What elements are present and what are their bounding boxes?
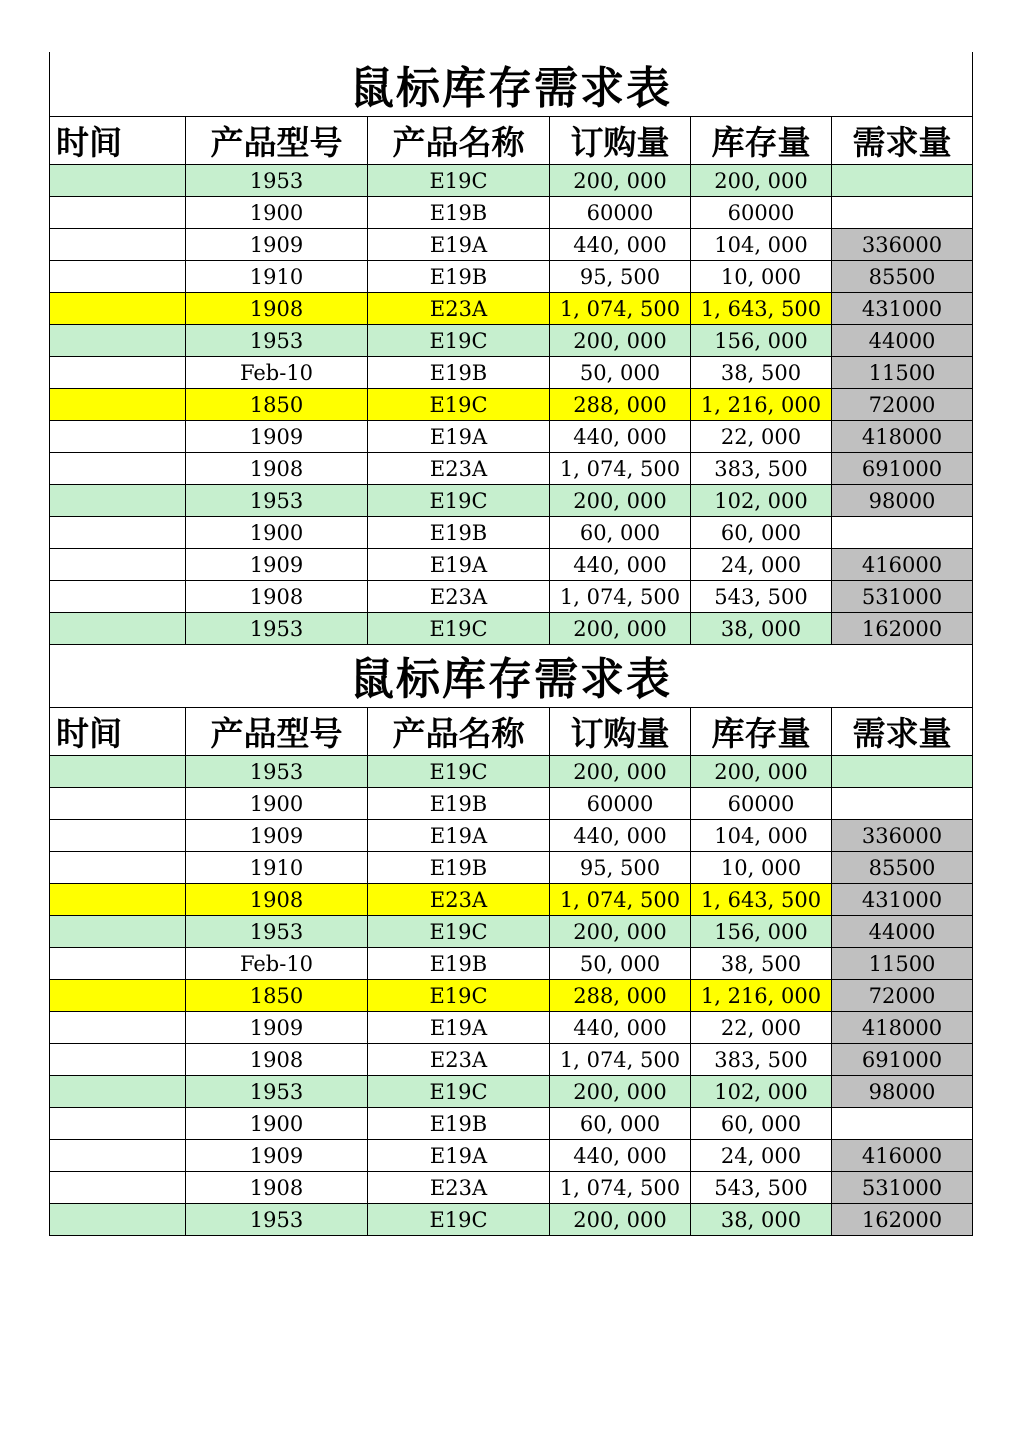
cell-model: 1910: [186, 852, 368, 884]
cell-order: 50, 000: [550, 357, 691, 389]
cell-order: 60, 000: [550, 517, 691, 549]
header-time: 时间: [50, 708, 186, 756]
cell-model: 1953: [186, 485, 368, 517]
cell-name: E19C: [368, 980, 550, 1012]
table-row: [50, 485, 973, 517]
cell-stock: 38, 000: [691, 613, 832, 645]
cell-demand: [832, 1108, 973, 1140]
cell-stock: 38, 500: [691, 357, 832, 389]
table-row: [50, 453, 973, 485]
cell-demand: 431000: [832, 293, 973, 325]
cell-stock: 543, 500: [691, 581, 832, 613]
cell-demand: [832, 517, 973, 549]
cell-name: E23A: [368, 1172, 550, 1204]
cell-name: E19C: [368, 756, 550, 788]
cell-name: E19B: [368, 517, 550, 549]
table-row: [50, 916, 973, 948]
cell-model: 1909: [186, 229, 368, 261]
header-demand: 需求量: [832, 117, 973, 165]
cell-name: E19C: [368, 485, 550, 517]
cell-stock: 60000: [691, 197, 832, 229]
cell-name: E19C: [368, 1204, 550, 1236]
cell-name: E19B: [368, 852, 550, 884]
cell-time: [50, 980, 186, 1012]
cell-time: [50, 261, 186, 293]
cell-stock: 24, 000: [691, 1140, 832, 1172]
cell-name: E23A: [368, 293, 550, 325]
cell-demand: 162000: [832, 613, 973, 645]
inventory-grid: [49, 643, 973, 1236]
table-row: [50, 884, 973, 916]
cell-stock: 24, 000: [691, 549, 832, 581]
cell-model: 1908: [186, 1172, 368, 1204]
cell-name: E23A: [368, 581, 550, 613]
cell-order: 288, 000: [550, 389, 691, 421]
cell-stock: 38, 500: [691, 948, 832, 980]
cell-name: E19C: [368, 165, 550, 197]
cell-order: 200, 000: [550, 485, 691, 517]
cell-order: 440, 000: [550, 1140, 691, 1172]
cell-model: 1900: [186, 517, 368, 549]
cell-model: 1909: [186, 1140, 368, 1172]
cell-time: [50, 916, 186, 948]
cell-model: 1953: [186, 325, 368, 357]
cell-order: 200, 000: [550, 1076, 691, 1108]
cell-model: 1909: [186, 421, 368, 453]
cell-demand: 418000: [832, 1012, 973, 1044]
header-model: 产品型号: [186, 708, 368, 756]
cell-order: 200, 000: [550, 916, 691, 948]
table-row: [50, 820, 973, 852]
cell-model: 1953: [186, 1076, 368, 1108]
cell-order: 1, 074, 500: [550, 581, 691, 613]
cell-order: 200, 000: [550, 613, 691, 645]
cell-name: E19B: [368, 788, 550, 820]
cell-time: [50, 756, 186, 788]
cell-demand: [832, 165, 973, 197]
table-row: [50, 389, 973, 421]
cell-stock: 1, 216, 000: [691, 980, 832, 1012]
cell-stock: 1, 643, 500: [691, 884, 832, 916]
cell-time: [50, 1044, 186, 1076]
cell-name: E19B: [368, 357, 550, 389]
cell-stock: 104, 000: [691, 229, 832, 261]
cell-order: 1, 074, 500: [550, 1172, 691, 1204]
cell-stock: 1, 216, 000: [691, 389, 832, 421]
cell-time: [50, 1076, 186, 1108]
table-row: [50, 1140, 973, 1172]
cell-time: [50, 421, 186, 453]
cell-order: 95, 500: [550, 852, 691, 884]
cell-model: Feb-10: [186, 948, 368, 980]
cell-stock: 383, 500: [691, 453, 832, 485]
cell-order: 200, 000: [550, 165, 691, 197]
cell-stock: 38, 000: [691, 1204, 832, 1236]
cell-model: 1953: [186, 613, 368, 645]
header-time: 时间: [50, 117, 186, 165]
cell-demand: 98000: [832, 485, 973, 517]
cell-demand: 691000: [832, 1044, 973, 1076]
cell-demand: 85500: [832, 261, 973, 293]
cell-stock: 1, 643, 500: [691, 293, 832, 325]
cell-order: 1, 074, 500: [550, 293, 691, 325]
inventory-table-2: [49, 643, 972, 1236]
cell-time: [50, 517, 186, 549]
cell-time: [50, 453, 186, 485]
cell-demand: [832, 197, 973, 229]
cell-demand: 98000: [832, 1076, 973, 1108]
cell-time: [50, 1140, 186, 1172]
cell-demand: 531000: [832, 1172, 973, 1204]
cell-name: E23A: [368, 1044, 550, 1076]
cell-model: 1908: [186, 581, 368, 613]
cell-time: [50, 357, 186, 389]
cell-order: 440, 000: [550, 1012, 691, 1044]
table-row: [50, 1012, 973, 1044]
table-title: 鼠标库存需求表: [50, 643, 973, 708]
table-row: [50, 517, 973, 549]
cell-stock: 102, 000: [691, 1076, 832, 1108]
cell-time: [50, 293, 186, 325]
cell-model: 1908: [186, 293, 368, 325]
cell-stock: 543, 500: [691, 1172, 832, 1204]
cell-model: 1953: [186, 916, 368, 948]
cell-time: [50, 852, 186, 884]
cell-stock: 200, 000: [691, 165, 832, 197]
cell-model: 1908: [186, 1044, 368, 1076]
table-row: [50, 357, 973, 389]
table-row: [50, 229, 973, 261]
cell-order: 1, 074, 500: [550, 1044, 691, 1076]
cell-model: 1908: [186, 453, 368, 485]
cell-demand: 11500: [832, 948, 973, 980]
table-row: [50, 1172, 973, 1204]
cell-name: E19A: [368, 421, 550, 453]
cell-time: [50, 229, 186, 261]
cell-time: [50, 549, 186, 581]
cell-time: [50, 613, 186, 645]
cell-time: [50, 581, 186, 613]
cell-demand: 44000: [832, 325, 973, 357]
cell-stock: 383, 500: [691, 1044, 832, 1076]
cell-name: E23A: [368, 884, 550, 916]
cell-model: 1900: [186, 1108, 368, 1140]
cell-order: 288, 000: [550, 980, 691, 1012]
table-row: [50, 1044, 973, 1076]
table-row: [50, 421, 973, 453]
cell-name: E19C: [368, 916, 550, 948]
cell-name: E19B: [368, 197, 550, 229]
cell-order: 95, 500: [550, 261, 691, 293]
cell-demand: 418000: [832, 421, 973, 453]
header-stock: 库存量: [691, 708, 832, 756]
table-row: [50, 756, 973, 788]
cell-order: 440, 000: [550, 229, 691, 261]
cell-order: 440, 000: [550, 820, 691, 852]
table-row: [50, 581, 973, 613]
cell-stock: 10, 000: [691, 852, 832, 884]
cell-time: [50, 389, 186, 421]
cell-order: 1, 074, 500: [550, 884, 691, 916]
cell-demand: 336000: [832, 820, 973, 852]
cell-demand: [832, 756, 973, 788]
header-demand: 需求量: [832, 708, 973, 756]
cell-demand: 72000: [832, 980, 973, 1012]
cell-stock: 22, 000: [691, 1012, 832, 1044]
cell-model: 1850: [186, 389, 368, 421]
table-row: [50, 613, 973, 645]
cell-name: E19B: [368, 261, 550, 293]
header-stock: 库存量: [691, 117, 832, 165]
table-row: [50, 948, 973, 980]
header-order: 订购量: [550, 708, 691, 756]
cell-name: E19A: [368, 229, 550, 261]
cell-demand: 85500: [832, 852, 973, 884]
cell-stock: 10, 000: [691, 261, 832, 293]
header-name: 产品名称: [368, 117, 550, 165]
table-row: [50, 852, 973, 884]
table-row: [50, 1108, 973, 1140]
cell-time: [50, 1108, 186, 1140]
table-title: 鼠标库存需求表: [50, 52, 973, 117]
cell-order: 200, 000: [550, 325, 691, 357]
cell-demand: 691000: [832, 453, 973, 485]
cell-model: 1910: [186, 261, 368, 293]
cell-name: E19B: [368, 1108, 550, 1140]
cell-demand: 431000: [832, 884, 973, 916]
table-row: [50, 197, 973, 229]
cell-order: 50, 000: [550, 948, 691, 980]
cell-stock: 60000: [691, 788, 832, 820]
cell-model: 1953: [186, 1204, 368, 1236]
cell-time: [50, 788, 186, 820]
inventory-grid: [49, 52, 973, 645]
table-row: [50, 261, 973, 293]
table-row: [50, 980, 973, 1012]
cell-name: E19A: [368, 1140, 550, 1172]
table-row: [50, 165, 973, 197]
cell-order: 60000: [550, 197, 691, 229]
header-order: 订购量: [550, 117, 691, 165]
cell-model: Feb-10: [186, 357, 368, 389]
cell-name: E19B: [368, 948, 550, 980]
cell-order: 1, 074, 500: [550, 453, 691, 485]
cell-demand: 162000: [832, 1204, 973, 1236]
table-row: [50, 1204, 973, 1236]
cell-demand: 44000: [832, 916, 973, 948]
cell-stock: 156, 000: [691, 325, 832, 357]
cell-model: 1909: [186, 820, 368, 852]
cell-order: 60, 000: [550, 1108, 691, 1140]
table-row: [50, 549, 973, 581]
cell-demand: 72000: [832, 389, 973, 421]
cell-order: 440, 000: [550, 549, 691, 581]
cell-stock: 22, 000: [691, 421, 832, 453]
header-name: 产品名称: [368, 708, 550, 756]
cell-order: 60000: [550, 788, 691, 820]
cell-model: 1908: [186, 884, 368, 916]
cell-time: [50, 325, 186, 357]
cell-stock: 102, 000: [691, 485, 832, 517]
cell-order: 200, 000: [550, 756, 691, 788]
cell-name: E19A: [368, 549, 550, 581]
cell-name: E23A: [368, 453, 550, 485]
table-row: [50, 1076, 973, 1108]
cell-time: [50, 948, 186, 980]
cell-time: [50, 197, 186, 229]
cell-model: 1900: [186, 788, 368, 820]
cell-stock: 60, 000: [691, 1108, 832, 1140]
cell-time: [50, 1012, 186, 1044]
cell-time: [50, 820, 186, 852]
cell-name: E19A: [368, 820, 550, 852]
table-row: [50, 325, 973, 357]
cell-model: 1850: [186, 980, 368, 1012]
cell-stock: 60, 000: [691, 517, 832, 549]
cell-name: E19C: [368, 613, 550, 645]
cell-name: E19A: [368, 1012, 550, 1044]
cell-name: E19C: [368, 325, 550, 357]
cell-model: 1900: [186, 197, 368, 229]
cell-time: [50, 1172, 186, 1204]
cell-demand: 416000: [832, 549, 973, 581]
cell-demand: 11500: [832, 357, 973, 389]
cell-name: E19C: [368, 1076, 550, 1108]
table-row: [50, 293, 973, 325]
cell-time: [50, 485, 186, 517]
cell-demand: [832, 788, 973, 820]
cell-stock: 104, 000: [691, 820, 832, 852]
cell-name: E19C: [368, 389, 550, 421]
table-row: [50, 788, 973, 820]
cell-model: 1909: [186, 549, 368, 581]
cell-order: 440, 000: [550, 421, 691, 453]
cell-time: [50, 884, 186, 916]
cell-model: 1953: [186, 165, 368, 197]
cell-time: [50, 165, 186, 197]
cell-model: 1953: [186, 756, 368, 788]
cell-order: 200, 000: [550, 1204, 691, 1236]
cell-demand: 531000: [832, 581, 973, 613]
cell-stock: 200, 000: [691, 756, 832, 788]
header-model: 产品型号: [186, 117, 368, 165]
cell-model: 1909: [186, 1012, 368, 1044]
inventory-table-1: [49, 52, 972, 645]
cell-stock: 156, 000: [691, 916, 832, 948]
cell-time: [50, 1204, 186, 1236]
cell-demand: 416000: [832, 1140, 973, 1172]
cell-demand: 336000: [832, 229, 973, 261]
